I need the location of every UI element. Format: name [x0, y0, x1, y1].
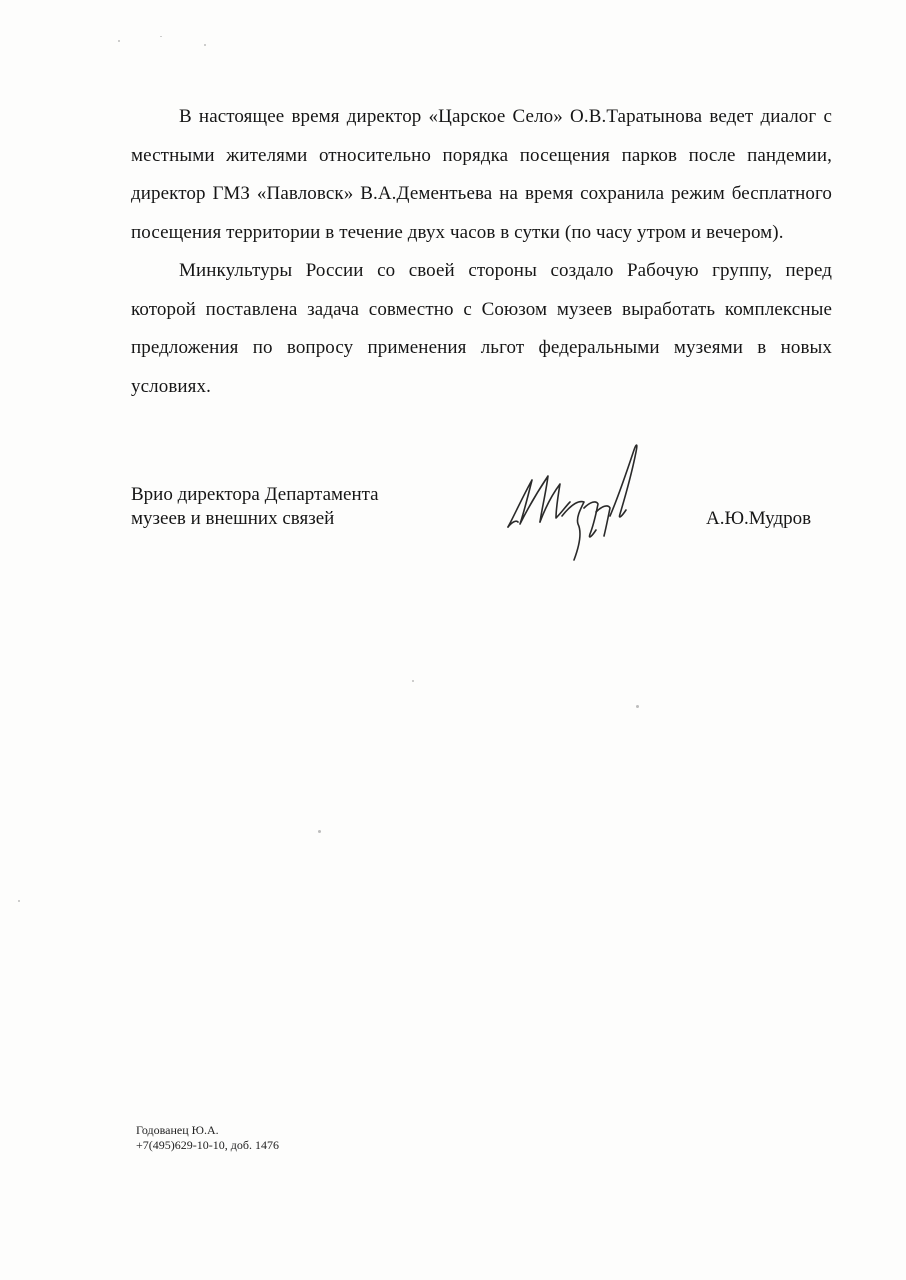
signer-position: [131, 483, 379, 531]
signer-name: А.Ю.Мудров: [706, 508, 812, 529]
paragraph-2: Минкультуры России со своей стороны создало Рабочую группу, перед которой поставлена задача совместно с Союзом музеев выработать комплексные предложения по вопросу применения льгот федеральными музеями в новых условиях.: [131, 260, 832, 397]
scan-speck: [204, 44, 206, 46]
scan-speck: [18, 900, 20, 902]
paragraph-1: В настоящее время директор «Царское Село» О.В.Таратынова ведет диалог с местными жителями относительно порядка посещения парков после пандемии, директор ГМЗ «Павловск» В.А.Дементьева на время сохранила режим бесплатного посещения территории в течение двух часов в сутки (по часу утром и вечером).: [131, 106, 832, 243]
signer-position-line-2: музеев и внешних связей: [131, 508, 335, 529]
executor-phone: +7(495)629-10-10, доб. 1476: [136, 1138, 279, 1152]
scan-speck: [118, 40, 120, 42]
executor-info: [136, 1123, 279, 1153]
letter-body: [131, 98, 832, 406]
handwritten-signature-icon: [500, 432, 650, 572]
executor-name: Годованец Ю.А.: [136, 1123, 219, 1137]
signer-position-line-1: Врио директора Департамента: [131, 484, 379, 505]
scan-speck: [636, 705, 639, 708]
scan-speck: [412, 680, 414, 682]
scan-speck: [318, 830, 321, 833]
scan-speck: [160, 36, 162, 37]
